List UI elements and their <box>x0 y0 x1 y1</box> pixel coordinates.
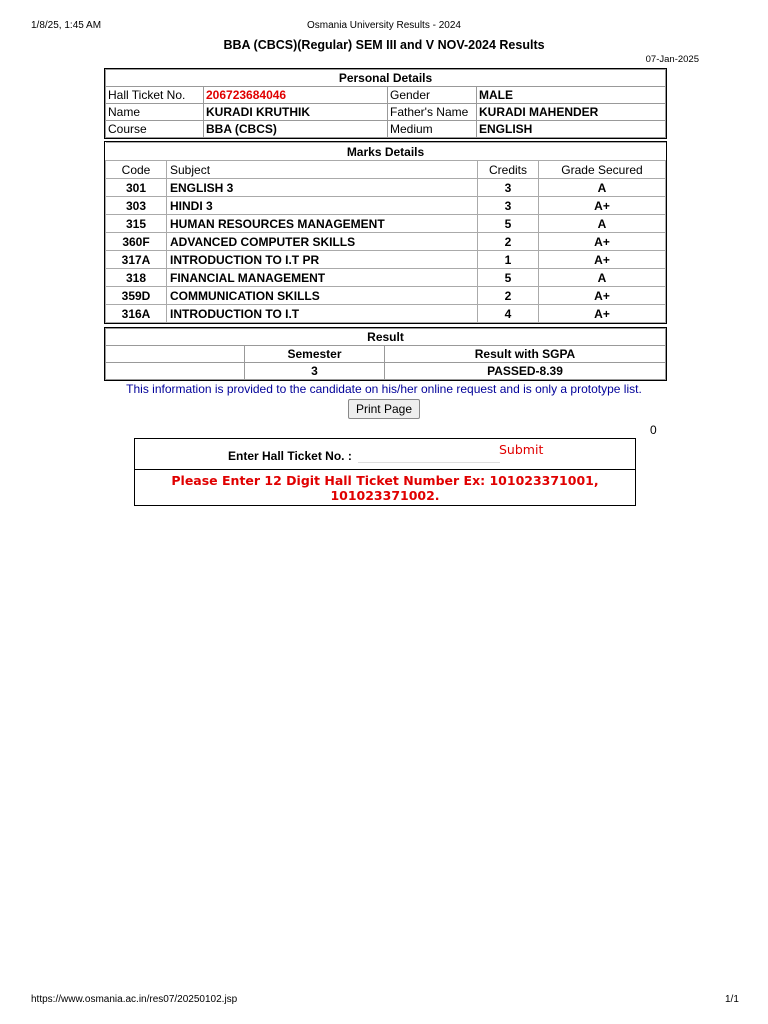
marks-cell-credits: 4 <box>478 305 539 323</box>
page-url: https://www.osmania.ac.in/res07/20250102.jsp <box>31 994 238 1005</box>
marks-row <box>106 197 666 215</box>
result-date: 07-Jan-2025 <box>645 54 699 65</box>
marks-row <box>106 179 666 197</box>
hall-ticket-message: Please Enter 12 Digit Hall Ticket Number Ex: 101023371001, 101023371002. <box>171 473 599 503</box>
marks-row <box>106 305 666 323</box>
name-value: KURADI KRUTHIK <box>204 104 388 121</box>
info-notice: This information is provided to the candidate on his/her online request and is only a prototype list. <box>126 382 642 396</box>
page-title: Osmania University Results - 2024 <box>307 20 461 31</box>
marks-cell-grade: A <box>539 215 666 233</box>
marks-cell-grade: A+ <box>539 305 666 323</box>
result-section <box>104 327 667 381</box>
hall-ticket-input-label: Enter Hall Ticket No. : <box>228 449 352 463</box>
marks-cell-credits: 3 <box>478 197 539 215</box>
marks-cell-subject: ENGLISH 3 <box>167 179 478 197</box>
marks-cell-credits: 2 <box>478 287 539 305</box>
medium-label: Medium <box>388 121 477 138</box>
marks-cell-subject: FINANCIAL MANAGEMENT <box>167 269 478 287</box>
personal-details-section <box>104 68 667 139</box>
marks-cell-grade: A+ <box>539 251 666 269</box>
submit-button[interactable]: Submit <box>499 442 544 457</box>
counter-text: 0 <box>650 423 657 437</box>
hall-ticket-input[interactable] <box>358 444 500 463</box>
print-datetime: 1/8/25, 1:45 AM <box>31 20 102 31</box>
marks-cell-subject: ADVANCED COMPUTER SKILLS <box>167 233 478 251</box>
credits-header: Credits <box>478 161 539 179</box>
marks-cell-grade: A+ <box>539 197 666 215</box>
marks-row <box>106 233 666 251</box>
marks-cell-code: 317A <box>106 251 167 269</box>
result-blank-cell <box>106 363 245 380</box>
result-title: Result <box>106 329 666 346</box>
results-heading: BBA (CBCS)(Regular) SEM III and V NOV-2024 Results <box>223 38 545 52</box>
father-name-value: KURADI MAHENDER <box>477 104 666 121</box>
gender-value: MALE <box>477 87 666 104</box>
marks-cell-subject: HUMAN RESOURCES MANAGEMENT <box>167 215 478 233</box>
hall-ticket-label: Hall Ticket No. <box>106 87 204 104</box>
marks-cell-credits: 3 <box>478 179 539 197</box>
marks-cell-code: 359D <box>106 287 167 305</box>
marks-cell-grade: A <box>539 179 666 197</box>
gender-label: Gender <box>388 87 477 104</box>
code-header: Code <box>106 161 167 179</box>
semester-label: Semester <box>245 346 385 363</box>
page-count: 1/1 <box>725 994 739 1005</box>
marks-row <box>106 215 666 233</box>
course-value: BBA (CBCS) <box>204 121 388 138</box>
course-label: Course <box>106 121 204 138</box>
marks-cell-code: 315 <box>106 215 167 233</box>
marks-cell-code: 301 <box>106 179 167 197</box>
marks-cell-subject: INTRODUCTION TO I.T PR <box>167 251 478 269</box>
marks-cell-grade: A+ <box>539 287 666 305</box>
marks-rows <box>106 179 666 323</box>
sgpa-value: PASSED-8.39 <box>385 363 666 380</box>
name-label: Name <box>106 104 204 121</box>
hall-ticket-form <box>134 438 636 506</box>
marks-cell-credits: 5 <box>478 269 539 287</box>
personal-details-title: Personal Details <box>106 70 666 87</box>
semester-value: 3 <box>245 363 385 380</box>
father-name-label: Father's Name <box>388 104 477 121</box>
grade-header: Grade Secured <box>539 161 666 179</box>
marks-cell-subject: HINDI 3 <box>167 197 478 215</box>
marks-cell-credits: 1 <box>478 251 539 269</box>
marks-cell-code: 303 <box>106 197 167 215</box>
marks-row <box>106 251 666 269</box>
hall-ticket-value: 206723684046 <box>204 87 388 104</box>
marks-cell-credits: 2 <box>478 233 539 251</box>
medium-value: ENGLISH <box>477 121 666 138</box>
marks-cell-grade: A <box>539 269 666 287</box>
marks-cell-subject: COMMUNICATION SKILLS <box>167 287 478 305</box>
marks-details-title: Marks Details <box>106 143 666 161</box>
print-page-button[interactable]: Print Page <box>348 399 420 419</box>
marks-row <box>106 287 666 305</box>
marks-cell-subject: INTRODUCTION TO I.T <box>167 305 478 323</box>
marks-cell-code: 316A <box>106 305 167 323</box>
marks-cell-credits: 5 <box>478 215 539 233</box>
marks-details-section <box>104 141 667 324</box>
marks-row <box>106 269 666 287</box>
marks-cell-code: 318 <box>106 269 167 287</box>
sgpa-label: Result with SGPA <box>385 346 666 363</box>
result-blank-cell <box>106 346 245 363</box>
marks-cell-grade: A+ <box>539 233 666 251</box>
subject-header: Subject <box>167 161 478 179</box>
marks-cell-code: 360F <box>106 233 167 251</box>
